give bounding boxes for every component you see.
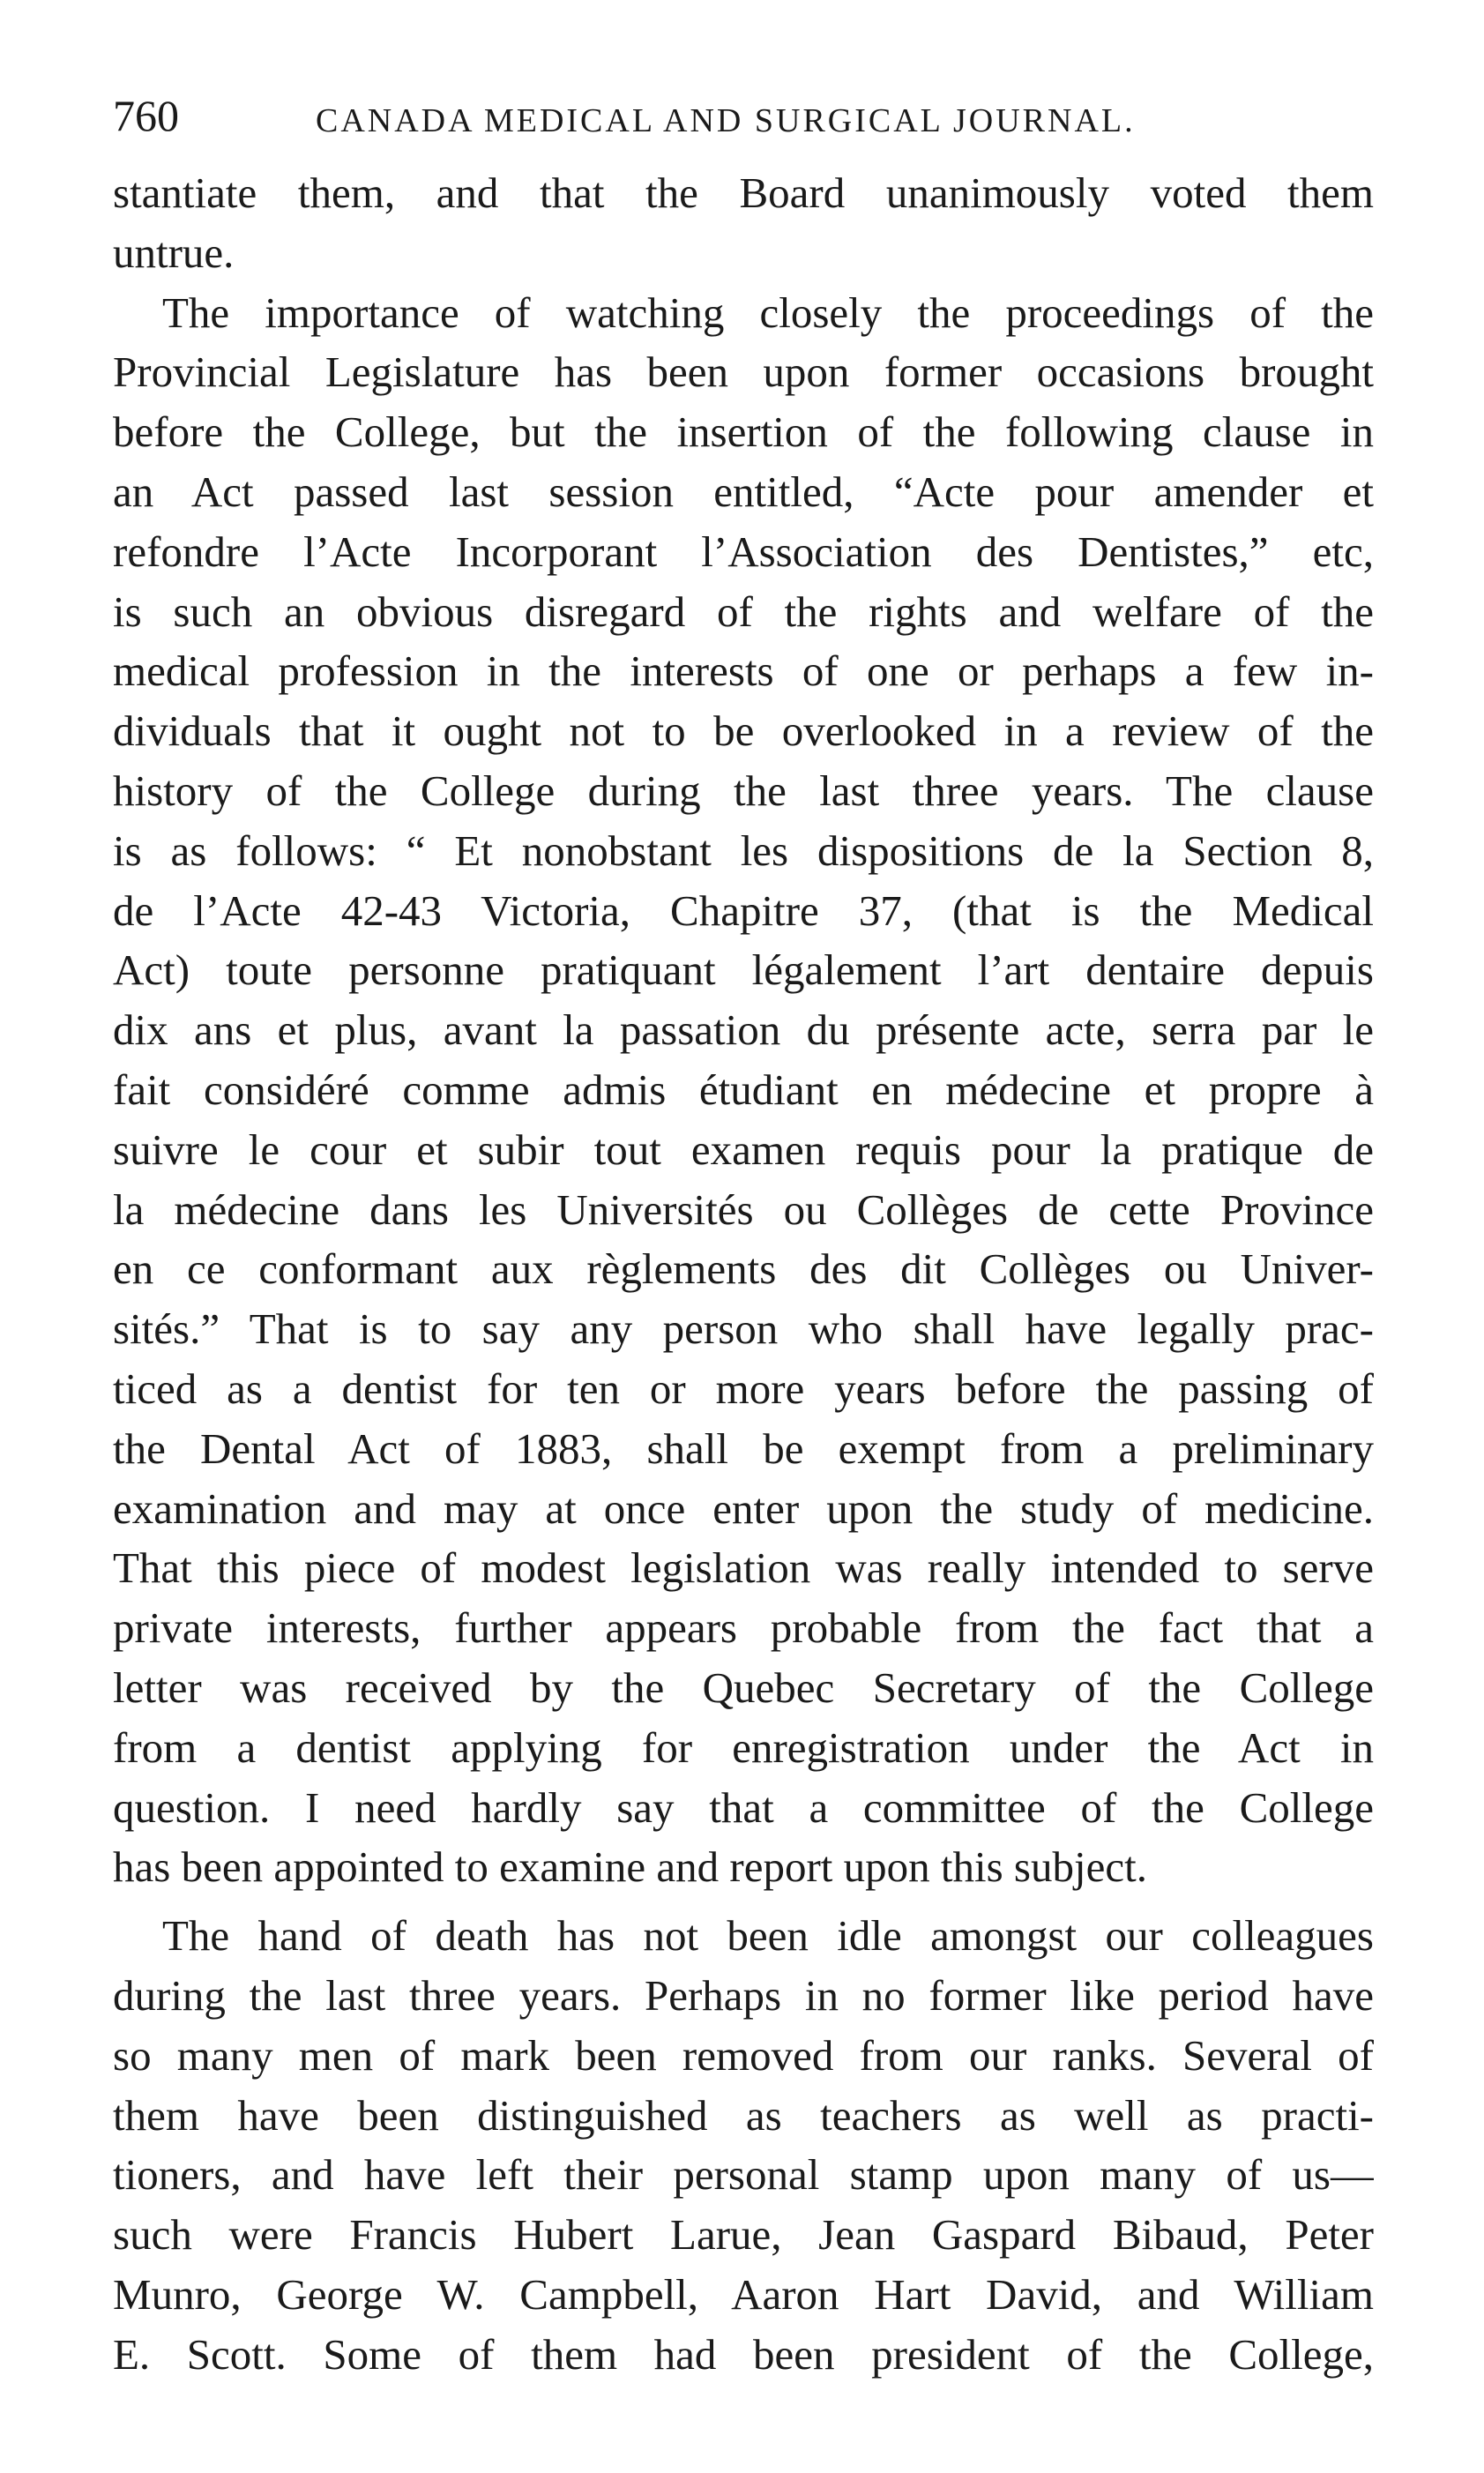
text-line: Act) toute personne pratiquant légalement l’art dentaire depuis xyxy=(113,945,1374,995)
text-line: them have been distinguished as teachers as well as practi- xyxy=(113,2090,1374,2140)
text-line: refondre l’Acte Incorporant l’Association des Dentistes,” etc, xyxy=(113,527,1374,576)
running-head xyxy=(113,85,1374,146)
text-line: letter was received by the Quebec Secretary of the College xyxy=(113,1662,1374,1712)
text-line: examination and may at once enter upon the study of medicine. xyxy=(113,1483,1374,1533)
page-number: 760 xyxy=(113,91,179,140)
text-line: dividuals that it ought not to be overlooked in a review of the xyxy=(113,706,1374,756)
text-line: The importance of watching closely the proceedings of the xyxy=(162,288,1374,337)
text-line: medical profession in the interests of one or perhaps a few in- xyxy=(113,646,1374,696)
paragraph-gap xyxy=(113,1897,1374,1906)
text-line: is as follows: “ Et nonobstant les dispositions de la Section 8, xyxy=(113,826,1374,875)
text-line: sités.” That is to say any person who shall have legally prac- xyxy=(113,1304,1374,1354)
text-line: such were Francis Hubert Larue, Jean Gaspard Bibaud, Peter xyxy=(113,2210,1374,2260)
text-line: untrue. xyxy=(113,228,235,277)
text-line: Munro, George W. Campbell, Aaron Hart David, and William xyxy=(113,2269,1374,2319)
paragraph-3 xyxy=(113,1906,1374,2384)
body-text xyxy=(113,163,1374,2384)
text-line: question. I need hardly say that a committee of the College xyxy=(113,1782,1374,1832)
text-line: history of the College during the last three years. The clause xyxy=(113,766,1374,815)
text-line: E. Scott. Some of them had been president of the College, xyxy=(113,2329,1374,2379)
text-line: before the College, but the insertion of the following clause in xyxy=(113,407,1374,457)
text-line: en ce conformant aux règlements des dit Collèges ou Univer- xyxy=(113,1244,1374,1294)
text-line: la médecine dans les Universités ou Collèges de cette Province xyxy=(113,1184,1374,1234)
text-line: The hand of death has not been idle amongst our colleagues xyxy=(162,1911,1374,1961)
paragraph-1 xyxy=(113,163,1374,283)
paragraph-2 xyxy=(113,283,1374,1898)
text-line: so many men of mark been removed from our ranks. Several of xyxy=(113,2030,1374,2080)
text-line: ticed as a dentist for ten or more years before the passing of xyxy=(113,1364,1374,1413)
text-line: private interests, further appears probable from the fact that a xyxy=(113,1603,1374,1653)
text-line: stantiate them, and that the Board unanimously voted them xyxy=(113,168,1374,217)
text-line: dix ans et plus, avant la passation du présente acte, serra par le xyxy=(113,1005,1374,1055)
text-line: Provincial Legislature has been upon former occasions brought xyxy=(113,347,1374,397)
text-line: an Act passed last session entitled, “Acte pour amender et xyxy=(113,467,1374,516)
text-line: during the last three years. Perhaps in no former like period have xyxy=(113,1970,1374,2020)
text-line: suivre le cour et subir tout examen requis pour la pratique de xyxy=(113,1124,1374,1174)
text-line: de l’Acte 42-43 Victoria, Chapitre 37, (that is the Medical xyxy=(113,885,1374,935)
text-line: from a dentist applying for enregistration under the Act in xyxy=(113,1722,1374,1772)
text-line: tioners, and have left their personal stamp upon many of us— xyxy=(113,2150,1374,2200)
text-line: the Dental Act of 1883, shall be exempt from a preliminary xyxy=(113,1423,1374,1473)
text-line: is such an obvious disregard of the rights and welfare of the xyxy=(113,586,1374,636)
text-line: has been appointed to examine and report upon this subject. xyxy=(113,1842,1147,1892)
text-line: That this piece of modest legislation was really intended to serve xyxy=(113,1543,1374,1593)
text-line: fait considéré comme admis étudiant en médecine et propre à xyxy=(113,1065,1374,1114)
journal-title: CANADA MEDICAL AND SURGICAL JOURNAL. xyxy=(316,102,1136,139)
